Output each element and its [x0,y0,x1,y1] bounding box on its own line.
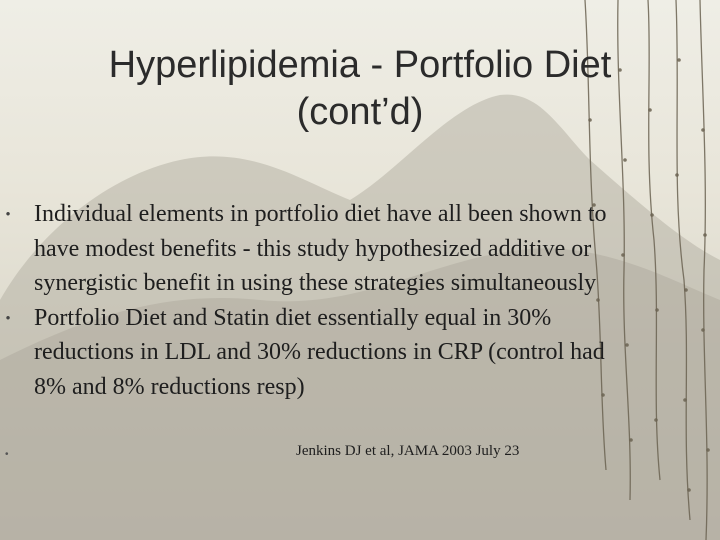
bullet-line: synergistic benefit in using these strategies simultaneously [34,270,597,296]
bullet-dot-icon [0,197,16,231]
bullet-line: 8% and 8% reductions resp) [34,373,305,400]
bullet-line: Individual elements in portfolio diet have all been shown to [34,201,607,227]
bullet-line: reductions in LDL and 30% reductions in CRP (control had [34,339,605,365]
citation-reference: Jenkins DJ et al, JAMA 2003 July 23 [296,443,520,459]
bullet-dot-icon [0,301,16,335]
slide-title [40,42,680,136]
bullet-line: have modest benefits - this study hypothesized additive or [34,235,592,262]
reference-bullet-icon [5,449,9,460]
bullet-item [0,301,720,405]
slide-title-line-1: Hyperlipidemia - Portfolio Diet [108,44,612,86]
slide-title-line-2: (cont’d) [296,91,424,133]
bullet-list [0,197,720,404]
bullet-line: Portfolio Diet and Statin diet essentially equal in 30% [34,304,552,331]
bullet-item [0,197,720,301]
